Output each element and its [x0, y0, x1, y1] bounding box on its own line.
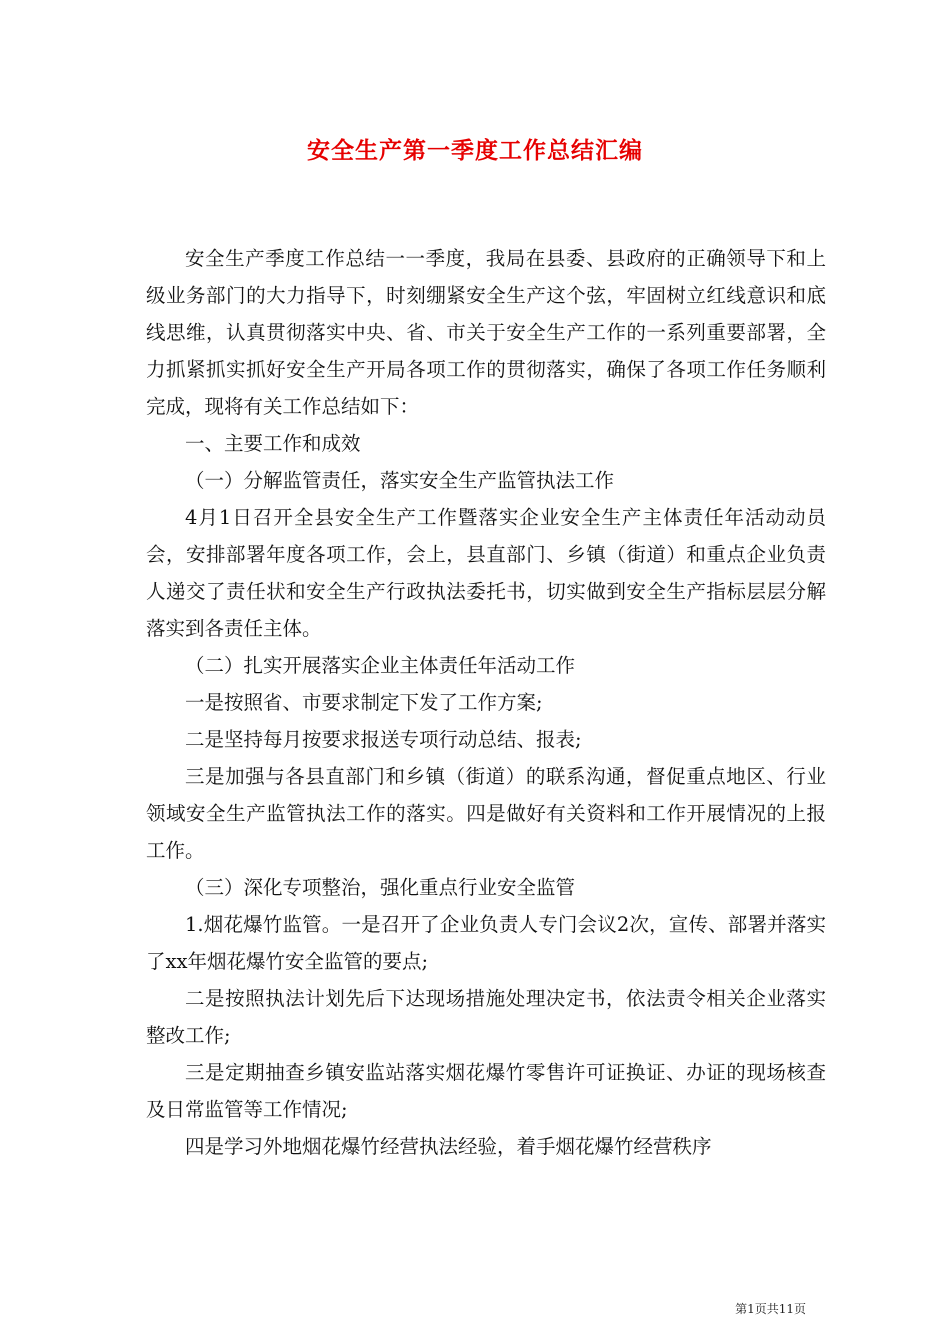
subsection-heading-2: （二）扎实开展落实企业主体责任年活动工作: [185, 654, 576, 677]
paragraph: 4月1日召开全县安全生产工作暨落实企业安全生产主体责任年活动动员会，安排部署年度各项工作，会上，县直部门、乡镇（街道）和重点企业负责人递交了责任状和安全生产行政执法委托书，切实做到安全生产指标层层分解落实到各责任主体。: [146, 506, 826, 640]
page-number-footer: 第1页共11页: [735, 1302, 806, 1316]
paragraph-intro: 安全生产季度工作总结一一季度，我局在县委、县政府的正确领导下和上级业务部门的大力指导下，时刻绷紧安全生产这个弦，牢固树立红线意识和底线思维，认真贯彻落实中央、省、市关于安全生产工作的一系列重要部署，全力抓紧抓实抓好安全生产开局各项工作的贯彻落实，确保了各项工作任务顺利完成，现将有关工作总结如下：: [146, 247, 826, 418]
paragraph: 二是坚持每月按要求报送专项行动总结、报表;: [185, 728, 582, 751]
paragraph: 四是学习外地烟花爆竹经营执法经验，着手烟花爆竹经营秩序: [185, 1135, 712, 1158]
section-heading-main-work: 一、主要工作和成效: [185, 432, 361, 455]
paragraph: 一是按照省、市要求制定下发了工作方案;: [185, 691, 543, 714]
document-body: [146, 240, 826, 1165]
subsection-heading-1: （一）分解监管责任，落实安全生产监管执法工作: [185, 469, 615, 492]
paragraph: 二是按照执法计划先后下达现场措施处理决定书，依法责令相关企业落实整改工作;: [146, 987, 826, 1047]
subsection-heading-3: （三）深化专项整治，强化重点行业安全监管: [185, 876, 576, 899]
paragraph: 1.烟花爆竹监管。一是召开了企业负责人专门会议2次，宣传、部署并落实了xx年烟花爆竹安全监管的要点;: [146, 913, 826, 973]
paragraph: 三是定期抽查乡镇安监站落实烟花爆竹零售许可证换证、办证的现场核查及日常监管等工作情况;: [146, 1061, 826, 1121]
paragraph: 三是加强与各县直部门和乡镇（街道）的联系沟通，督促重点地区、行业领域安全生产监管执法工作的落实。四是做好有关资料和工作开展情况的上报工作。: [146, 765, 826, 862]
document-title: 安全生产第一季度工作总结汇编: [307, 137, 643, 164]
